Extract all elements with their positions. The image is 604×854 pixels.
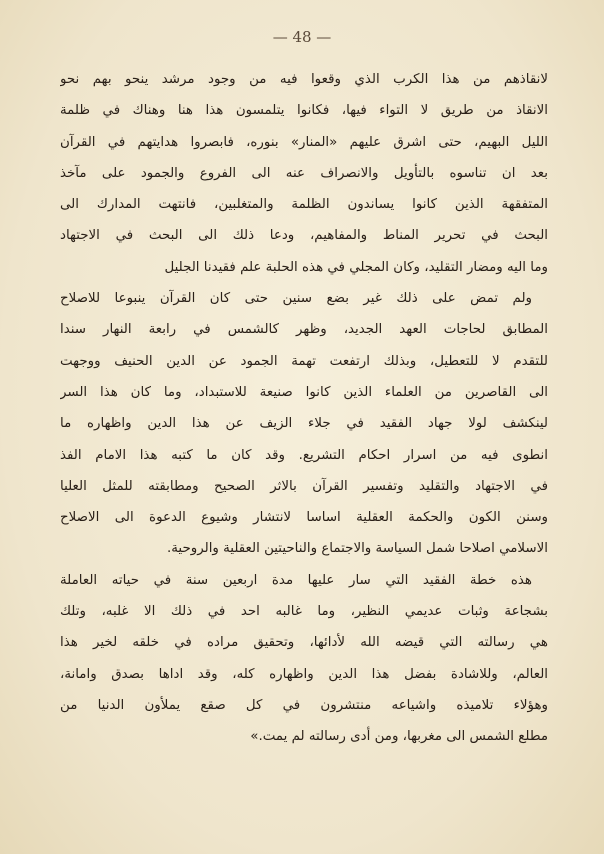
text-line: في الاجتهاد والتقليد وتفسير القرآن بالاثر الصحيح ومطابقته للمثل العليا xyxy=(60,478,548,494)
body-text xyxy=(60,64,548,753)
text-line: العالم، وللاشادة بفضل هذا الدين واظهاره كله، وقد اداها بصدق وامانة، xyxy=(60,666,548,682)
text-line: الى القاصرين من العلماء الذين كانوا صنيعة للاستبداد، وما كان هذا السر xyxy=(60,384,548,400)
text-line: البحث في تحرير المناط والمفاهيم، ودعا ذلك الى البحث في الاجتهاد xyxy=(60,228,548,244)
text-line: بعد ان تناسوه بالتأويل والانصراف عنه الى الفروع والجمود على مآخذ xyxy=(60,165,548,181)
text-line: انطوى فيه من اسرار احكام التشريع. وقد كان ما كتبه هذا الامام الفذ xyxy=(60,447,548,463)
text-line: وسنن الكون والحكمة العقلية اساسا لانتشار وشيوع الدعوة الى الاصلاح xyxy=(60,510,548,526)
text-line: المتفقهة الذين كانوا يساندون الظلمة والمتغلبين، فانتهت المدارك الى xyxy=(60,197,548,213)
text-line: المطابق لحاجات العهد الجديد، وظهر كالشمس في رابعة النهار سندا xyxy=(60,322,548,338)
text-line: هذه خطة الفقيد التي سار عليها مدة اربعين سنة في حياته العاملة xyxy=(60,572,532,588)
text-line: هي رسالته التي قيضه الله لأدائها، وتحقيق مراده في خلقه لخير هذا xyxy=(60,635,548,651)
text-line: الاسلامي اصلاحا شمل السياسة والاجتماع والناحيتين العقلية والروحية. xyxy=(167,541,548,557)
text-line: للتقدم لا للتعطيل، وبذلك ارتفعت تهمة الجمود عن الدين الحنيف ووجهت xyxy=(60,353,548,369)
page-number: — 48 — xyxy=(272,28,332,46)
text-line: وما اليه ومضار التقليد، وكان المجلي في هذه الحلبة علم فقيدنا الجليل xyxy=(164,259,548,275)
text-line: مطلع الشمس الى مغربها، ومن أدى رسالته لم يمت.» xyxy=(250,729,548,745)
text-line: لينكشف لولا جهاد الفقيد في جلاء الزيف عن هذا الدين واظهاره ما xyxy=(60,416,548,432)
text-line: الليل البهيم، حتى اشرق عليهم «المنار» بنوره، فابصروا هدايتهم في القرآن xyxy=(60,134,548,150)
text-line: لانقاذهم من هذا الكرب الذي وقعوا فيه من وجود مرشد ينحو بهم نحو xyxy=(60,72,548,87)
text-line: وهؤلاء تلاميذه واشياعه منتشرون في كل صقع يملأون الدنيا من xyxy=(60,697,548,713)
text-line: الانقاذ من طريق لا التواء فيها، فكانوا يتلمسون هذا هنا وهناك في ظلمة xyxy=(60,103,548,119)
text-line: ولم تمض على ذلك غير بضع سنين حتى كان القرآن ينبوعا للاصلاح xyxy=(60,291,532,307)
text-line: بشجاعة وثبات عديمي النظير، وما غالبه احد في ذلك الا غلبه، وتلك xyxy=(60,604,548,620)
